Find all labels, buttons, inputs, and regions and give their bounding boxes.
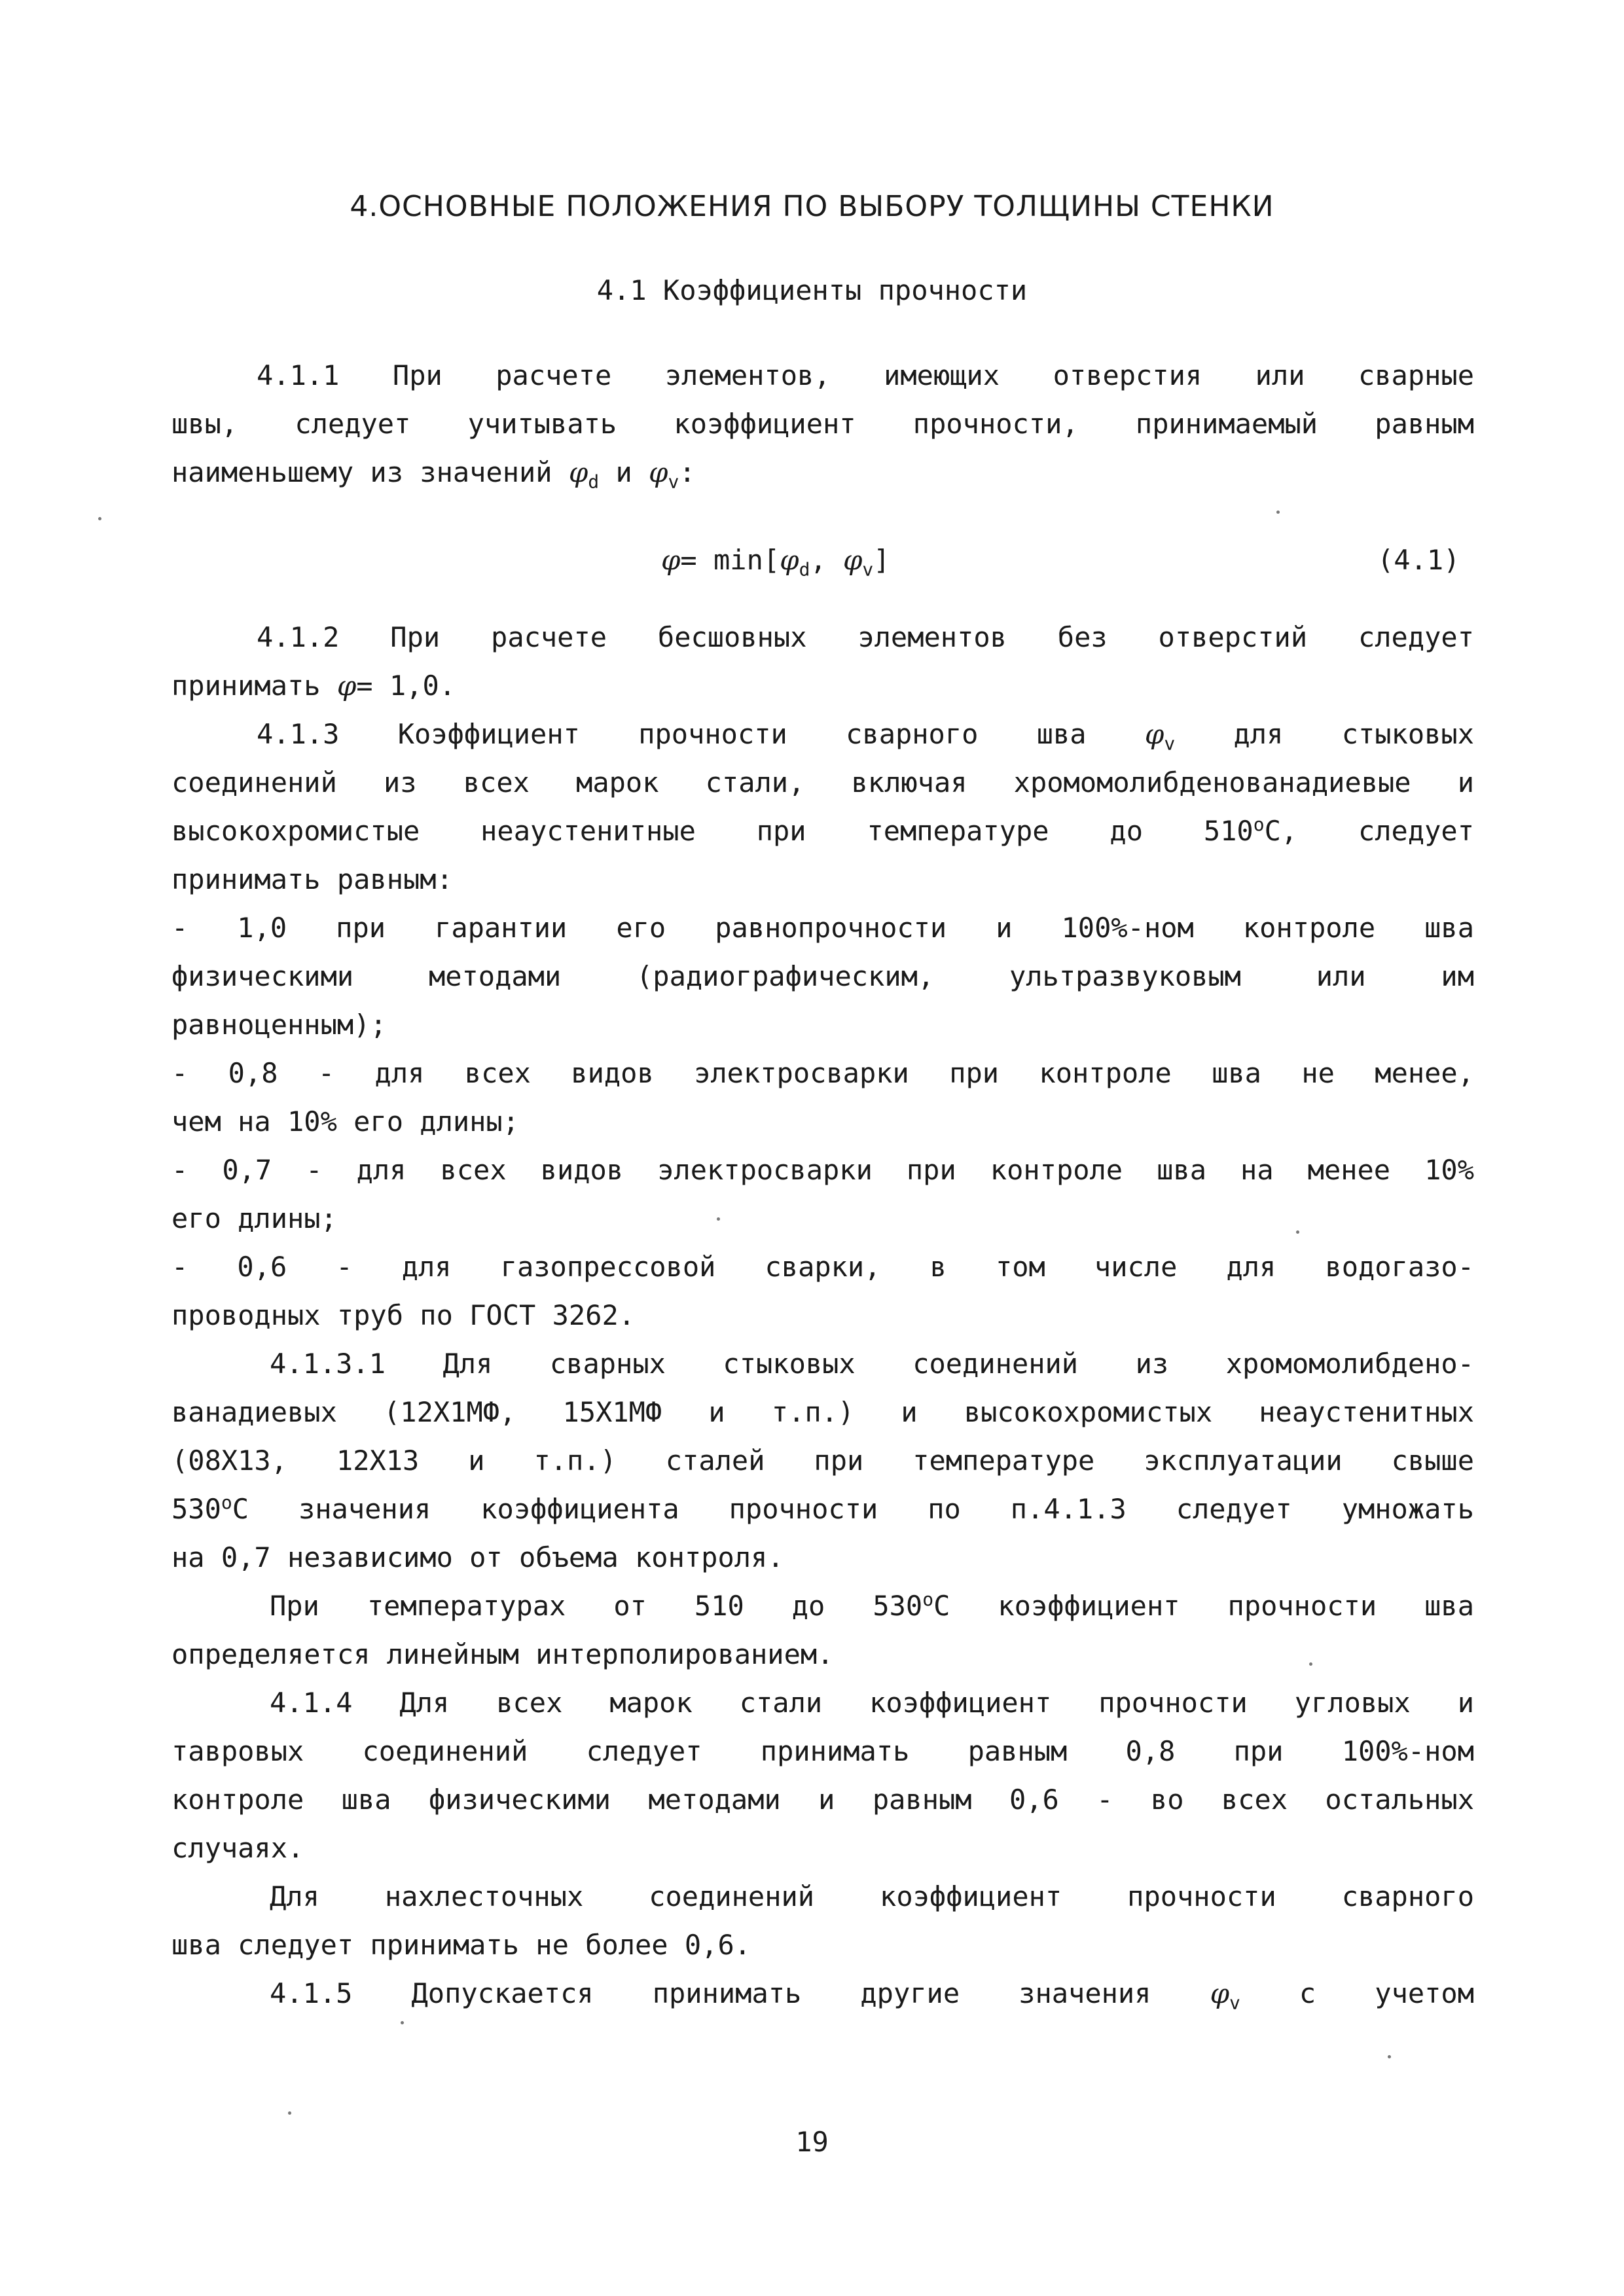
list-item-4-line-2: проводных труб по ГОСТ 3262. (171, 1299, 636, 1331)
paragraph-4-1-3-1-line-4 (171, 1492, 1474, 1526)
subsection-heading: 4.1 Коэффициенты прочности (596, 274, 1028, 306)
paragraph-4-1-2-line-1: 4.1.2 При расчете бесшовных элементов без отверстий следует (257, 621, 1474, 653)
list-item-3-line-1: - 0,7 - для всех видов электросварки при контроле шва на менее 10% (171, 1154, 1474, 1186)
degree-superscript: о (1253, 814, 1265, 835)
text-span: С значения коэффициента прочности по п.4.1.3 следует умножать (232, 1493, 1474, 1525)
section-heading: 4.ОСНОВНЫЕ ПОЛОЖЕНИЯ ПО ВЫБОРУ ТОЛЩИНЫ СТЕНКИ (350, 190, 1274, 223)
text-span: наименьшему из значений (171, 456, 569, 488)
formula-text: = min[ (680, 544, 780, 576)
paragraph-interpolation-line-2: определяется линейным интерполированием. (171, 1638, 834, 1670)
text-span: 4.1.3 Коэффициент прочности сварного шва (257, 718, 1145, 750)
paragraph-4-1-1-line-2: швы, следует учитывать коэффициент прочности, принимаемый равным (171, 408, 1474, 440)
scan-speck (1276, 511, 1280, 514)
phi-symbol: φ (843, 544, 863, 576)
list-item-2-line-2: чем на 10% его длины; (171, 1105, 520, 1138)
text-span: : (679, 456, 696, 488)
text-span: высокохромистые неаустенитные при температуре до 510 (171, 815, 1254, 847)
text-span: для стыковых (1175, 718, 1474, 750)
text-span: С коэффициент прочности шва (933, 1590, 1474, 1622)
list-item-1-line-3: равноценным); (171, 1009, 387, 1041)
paragraph-4-1-1-line-3 (171, 456, 1474, 493)
scan-speck (401, 2021, 404, 2024)
phi-symbol: φ (336, 670, 357, 702)
list-item-1-line-2: физическими методами (радиографическим, ультразвуковым или им (171, 960, 1474, 992)
subscript-v: v (668, 471, 679, 493)
list-item-2-line-1: - 0,8 - для всех видов электросварки при контроле шва не менее, (171, 1057, 1474, 1089)
scan-speck (717, 1217, 720, 1221)
paragraph-4-1-3-1-line-3: (08Х13, 12Х13 и т.п.) сталей при температуре эксплуатации свыше (171, 1444, 1474, 1477)
paragraph-4-1-5-line-1 (270, 1977, 1475, 2014)
list-item-3-line-2: его длины; (171, 1202, 337, 1234)
paragraph-4-1-3-1-line-1: 4.1.3.1 Для сварных стыковых соединений из хромомолибдено- (270, 1348, 1474, 1380)
paragraph-lap-joints-line-2: шва следует принимать не более 0,6. (171, 1929, 751, 1961)
paragraph-4-1-4-line-1: 4.1.4 Для всех марок стали коэффициент прочности угловых и (270, 1687, 1474, 1719)
scan-speck (288, 2111, 291, 2115)
list-item-1-line-1: - 1,0 при гарантии его равнопрочности и 100%-ном контроле шва (171, 912, 1474, 944)
text-span: 530 (171, 1493, 221, 1525)
text-span: 4.1.5 Допускается принимать другие значения (270, 1977, 1210, 2009)
phi-symbol: φ (780, 544, 799, 576)
paragraph-4-1-2-line-2 (171, 669, 1474, 703)
paragraph-4-1-3-line-3 (171, 814, 1474, 848)
text-span: принимать (171, 670, 337, 702)
scan-speck (98, 517, 101, 520)
paragraph-4-1-4-line-2: тавровых соединений следует принимать равным 0,8 при 100%-ном (171, 1735, 1474, 1767)
subscript-v: v (1229, 1992, 1240, 2014)
subscript-d: d (588, 471, 600, 493)
paragraph-4-1-3-line-4: принимать равным: (171, 863, 453, 895)
degree-superscript: о (221, 1492, 232, 1513)
scan-speck (1296, 1230, 1299, 1234)
degree-superscript: о (922, 1588, 934, 1610)
text-span: = 1,0. (356, 670, 456, 702)
text-span: и (599, 456, 649, 488)
paragraph-4-1-3-1-line-5: на 0,7 независимо от объема контроля. (171, 1541, 784, 1573)
formula-text: ] (873, 544, 890, 576)
paragraph-4-1-3-1-line-2: ванадиевых (12Х1МФ, 15Х1МФ и т.п.) и высокохромистых неаустенитных (171, 1396, 1474, 1428)
phi-symbol: φ (1144, 718, 1164, 750)
scan-speck (1388, 2055, 1391, 2058)
formula-4-1 (661, 541, 890, 580)
paragraph-4-1-1-line-1: 4.1.1 При расчете элементов, имеющих отверстия или сварные (257, 359, 1474, 391)
page-number: 19 (795, 2126, 829, 2158)
paragraph-4-1-4-line-4: случаях. (171, 1832, 304, 1864)
formula-text: , (810, 544, 843, 576)
phi-symbol: φ (568, 456, 588, 488)
subscript-v: v (862, 558, 874, 581)
paragraph-interpolation-line-1 (270, 1589, 1474, 1623)
paragraph-4-1-4-line-3: контроле шва физическими методами и равным 0,6 - во всех остальных (171, 1784, 1474, 1816)
text-span: С, следует (1264, 815, 1474, 847)
formula-number: (4.1) (1377, 544, 1460, 576)
paragraph-4-1-3-line-2: соединений из всех марок стали, включая хромомолибденованадиевые и (171, 766, 1474, 798)
paragraph-lap-joints-line-1: Для нахлесточных соединений коэффициент прочности сварного (270, 1880, 1474, 1912)
list-item-4-line-1: - 0,6 - для газопрессовой сварки, в том числе для водогазо- (171, 1251, 1474, 1283)
paragraph-4-1-3-line-1 (257, 717, 1474, 755)
phi-symbol: φ (649, 456, 668, 488)
subscript-v: v (1164, 732, 1176, 755)
text-span: При температурах от 510 до 530 (270, 1590, 923, 1622)
text-span: с учетом (1240, 1977, 1475, 2009)
phi-symbol: φ (1210, 1977, 1229, 2009)
phi-symbol: φ (661, 544, 681, 576)
subscript-d: d (799, 558, 810, 581)
scan-speck (1309, 1662, 1312, 1666)
